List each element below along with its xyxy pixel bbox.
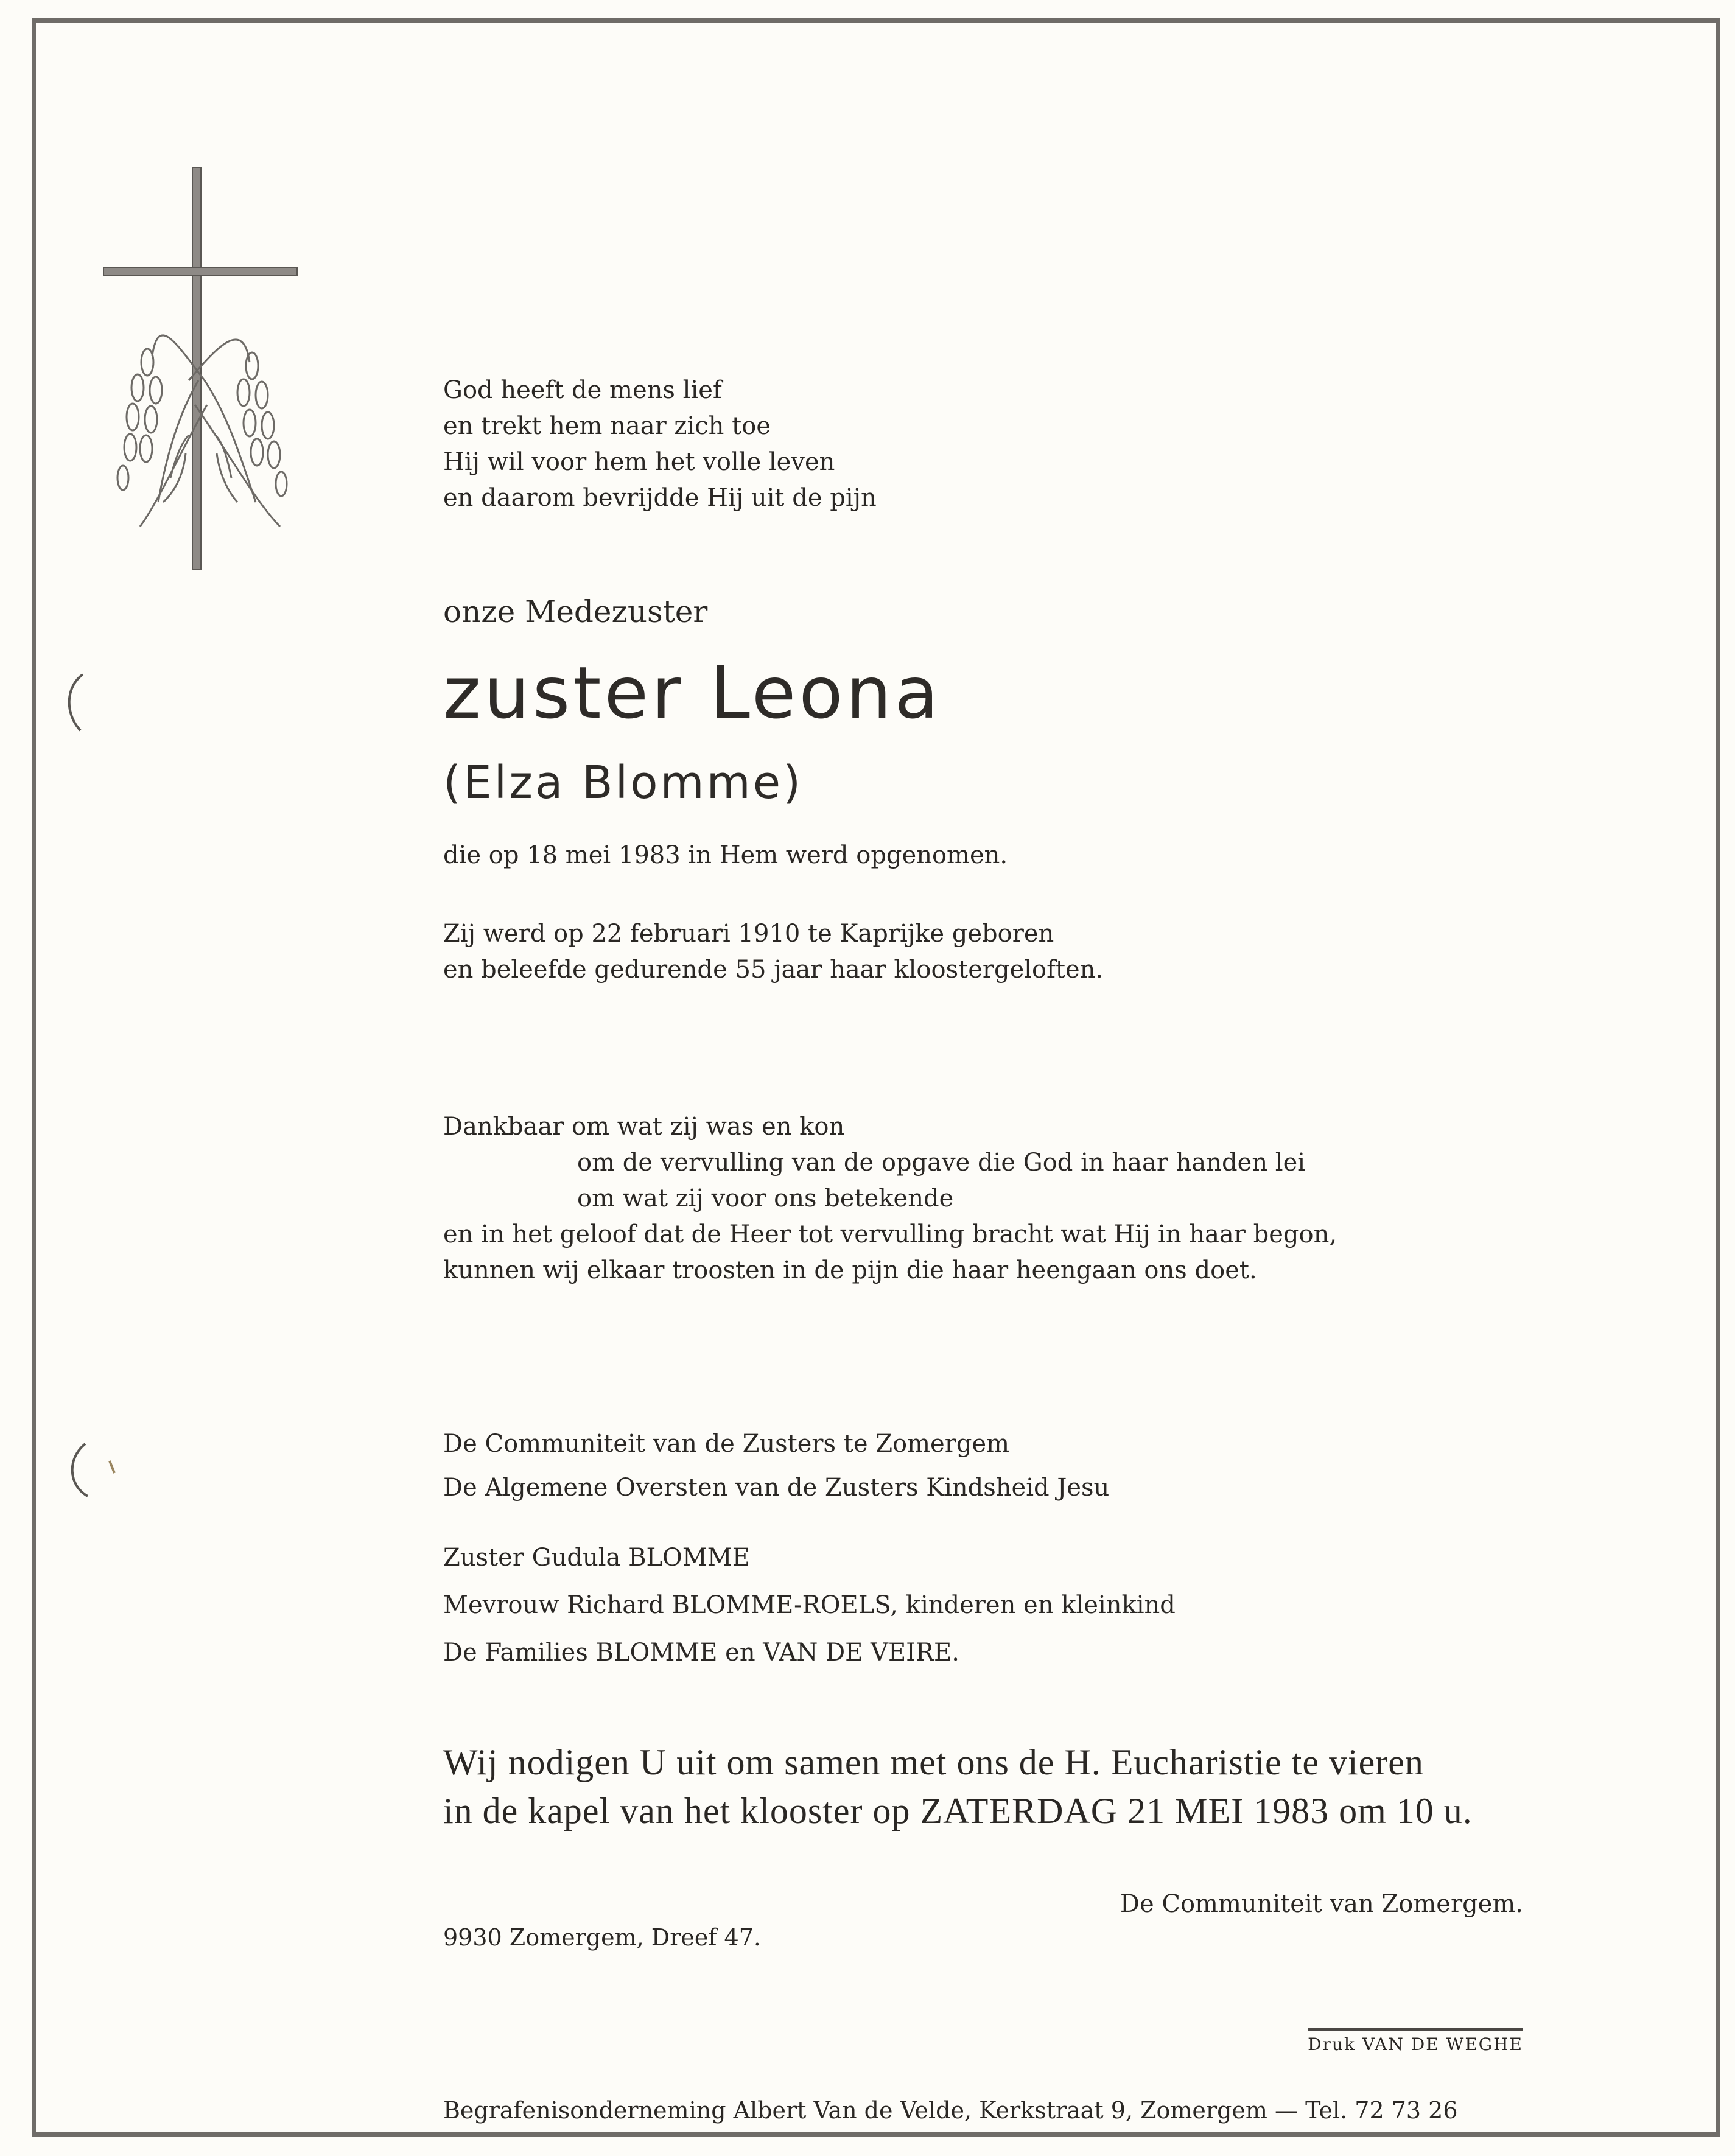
gratitude-closing-line: kunnen wij elkaar troosten in de pijn die haar heengaan ons doet. — [443, 1256, 1257, 1284]
deceased-name: zuster Leona — [443, 651, 942, 735]
gratitude-text — [443, 1109, 1337, 1289]
biography-line: en beleefde gedurende 55 jaar haar kloostergeloften. — [443, 956, 1104, 984]
mourner-line: Mevrouw Richard BLOMME-ROELS, kinderen en kleinkind — [443, 1591, 1176, 1619]
signature: De Communiteit van Zomergem. — [1120, 1890, 1523, 1918]
invitation — [443, 1738, 1473, 1835]
birth-name: (Elza Blomme) — [443, 757, 804, 809]
gratitude-intro: Dankbaar om wat zij was en kon — [443, 1113, 845, 1141]
punch-hole-mark — [58, 670, 95, 737]
biography — [443, 916, 1103, 988]
poem-line: en daarom bevrijdde Hij uit de pijn — [443, 484, 877, 512]
invitation-line: Wij nodigen U uit om samen met ons de H. Eucharistie te vieren — [443, 1742, 1424, 1782]
gratitude-indented-line: om de vervulling van de opgave die God in haar handen lei — [577, 1149, 1306, 1177]
gratitude-closing-line: en in het geloof dat de Heer tot vervulling bracht wat Hij in haar begon, — [443, 1220, 1337, 1248]
mourners-community — [443, 1422, 1109, 1510]
address: 9930 Zomergem, Dreef 47. — [443, 1924, 761, 1951]
mourner-line: De Families BLOMME en VAN DE VEIRE. — [443, 1639, 959, 1667]
mourner-line: De Communiteit van de Zusters te Zomergem — [443, 1430, 1010, 1458]
passing-date: die op 18 mei 1983 in Hem werd opgenomen. — [443, 841, 1008, 869]
biography-line: Zij werd op 22 februari 1910 te Kaprijke geboren — [443, 920, 1054, 948]
cross-with-wheat-emblem — [85, 161, 329, 575]
printer-credit: Druk VAN DE WEGHE — [1308, 2028, 1523, 2056]
undertaker-credit: Begrafenisonderneming Albert Van de Velde, Kerkstraat 9, Zomergem — Tel. 72 73 26 — [443, 2097, 1458, 2124]
mourner-line: Zuster Gudula BLOMME — [443, 1544, 750, 1572]
mourners-family — [443, 1534, 1176, 1676]
invitation-line: in de kapel van het klooster op ZATERDAG 21 MEI 1983 om 10 u. — [443, 1791, 1473, 1831]
poem-line: en trekt hem naar zich toe — [443, 412, 771, 440]
poem-line: Hij wil voor hem het volle leven — [443, 448, 835, 476]
punch-hole-mark — [58, 1437, 131, 1503]
poem-line: God heeft de mens lief — [443, 376, 722, 404]
name-prefix: onze Medezuster — [443, 594, 708, 629]
wheat-right-icon — [189, 340, 287, 527]
mourner-line: De Algemene Oversten van de Zusters Kindsheid Jesu — [443, 1474, 1110, 1502]
poem — [443, 373, 877, 516]
gratitude-indented-line: om wat zij voor ons betekende — [577, 1185, 954, 1213]
